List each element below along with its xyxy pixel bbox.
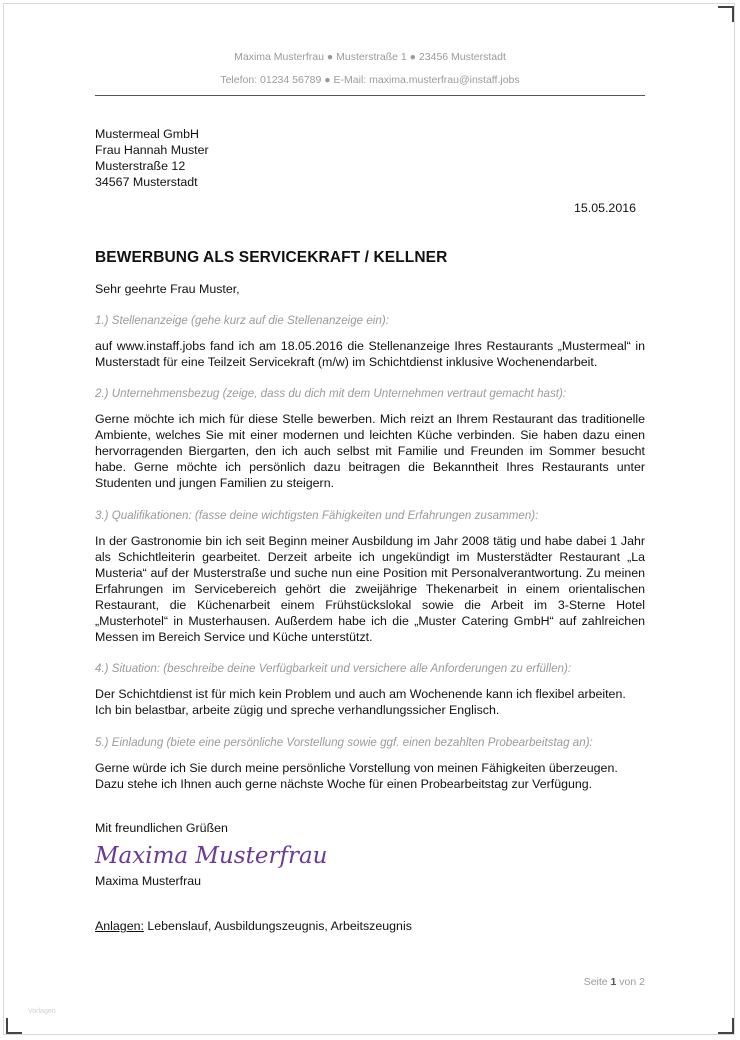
section-hint-3: 3.) Qualifikationen: (fasse deine wichtigsten Fähigkeiten und Erfahrungen zusammen): — [95, 508, 539, 522]
recipient-person: Frau Hannah Muster — [95, 143, 209, 158]
recipient-company: Mustermeal GmbH — [95, 127, 199, 141]
page-number — [584, 976, 645, 988]
signer-name: Maxima Musterfrau — [95, 873, 202, 888]
section-paragraph-5: Gerne würde ich Sie durch meine persönliche Vorstellung von meinen Fähigkeiten überzeugen. Dazu stehe ich Ihnen auch gerne nächste Woche für einen Probearbeitstag zur Verfügung. — [95, 760, 618, 791]
recipient-street: Musterstraße 12 — [95, 159, 186, 174]
letterhead — [95, 50, 645, 96]
crop-mark-bottom-left — [6, 1018, 22, 1034]
crop-mark-top-right — [718, 6, 734, 22]
crop-mark-bottom-right — [718, 1018, 734, 1034]
section-hint-5: 5.) Einladung (biete eine persönliche Vorstellung sowie ggf. einen bezahlten Probearbeitstag an): — [95, 735, 593, 749]
recipient-city: 34567 Musterstadt — [95, 175, 198, 190]
section-hint-2: 2.) Unternehmensbezug (zeige, dass du dich mit dem Unternehmen vertraut gemacht hast): — [95, 386, 567, 400]
closing-phrase: Mit freundlichen Grüßen — [95, 820, 228, 835]
attachments-label: Anlagen: — [95, 919, 144, 933]
letter-body — [95, 126, 645, 934]
section-hint-4: 4.) Situation: (beschreibe deine Verfügbarkeit und versichere alle Anforderungen zu erfüllen): — [95, 662, 572, 676]
section-hint-1: 1.) Stellenanzeige (gehe kurz auf die Stellenanzeige ein): — [95, 313, 389, 327]
attachments-line — [95, 918, 645, 934]
section-paragraph-2: Gerne möchte ich mich für diese Stelle bewerben. Mich reizt an Ihrem Restaurant das traditionelle Ambiente, welches Sie mit einer modernen und leichten Küche verbinden. Sie haben dazu einen hervorragenden Biergarten, den ich auch selbst mit Familie und Freunden im Sommer besucht habe. Gerne möchte ich persönlich dazu beitragen die Bekanntheit Ihres Restaurants unter Studenten und jungen Familien zu steigern. — [95, 412, 645, 491]
page-number-middle: von — [616, 976, 640, 988]
section-paragraph-4: Der Schichtdienst ist für mich kein Problem und auch am Wochenende kann ich flexibel arbeiten. Ich bin belastbar, arbeite zügig und spreche verhandlungssicher Englisch. — [95, 687, 626, 718]
watermark: Vorlagen — [28, 1008, 56, 1015]
letter-date: 15.05.2016 — [573, 201, 636, 216]
section-paragraph-3: In der Gastronomie bin ich seit Beginn meiner Ausbildung im Jahr 2008 tätig und habe dabei 1 Jahr als Schichtleiterin gearbeitet. Derzeit arbeite ich ungekündigt im Musterstädter Restaurant „La Musteria“ auf der Musterstraße und suche nun eine Position mit Personalverantwortung. Zu meinen Erfahrungen im Servicebereich gehört die zweijährige Thekenarbeit in einem orientalischen Restaurant, die Küchenarbeit einem Frühstückslokal sowie die Arbeit im 3-Sterne Hotel „Musterhotel“ in Musterhausen. Außerdem habe ich die „Muster Catering GmbH“ auf zahlreichen Messen im Bereich Service und Küche unterstützt. — [95, 533, 645, 645]
letterhead-contact: Telefon: 01234 56789 ● E-Mail: maxima.musterfrau@instaff.jobs — [220, 74, 520, 86]
page-number-prefix: Seite — [583, 976, 611, 988]
salutation: Sehr geehrte Frau Muster, — [95, 281, 240, 296]
recipient-address — [95, 126, 645, 190]
page-number-current: 1 — [610, 976, 617, 988]
letterhead-divider — [95, 95, 645, 96]
page-number-total: 2 — [639, 976, 645, 988]
attachments-list: Lebenslauf, Ausbildungszeugnis, Arbeitszeugnis — [147, 919, 412, 933]
handwritten-signature: Maxima Musterfrau — [95, 842, 328, 869]
letterhead-address: Maxima Musterfrau ● Musterstraße 1 ● 23456 Musterstadt — [234, 51, 506, 63]
section-paragraph-1: auf www.instaff.jobs fand ich am 18.05.2016 die Stellenanzeige Ihres Restaurants „Mustermeal“ in Musterstadt für eine Teilzeit Servicekraft (m/w) im Schichtdienst inklusive Wochenendarbeit. — [95, 338, 645, 369]
letter-subject: BEWERBUNG ALS SERVICEKRAFT / KELLNER — [95, 249, 448, 267]
